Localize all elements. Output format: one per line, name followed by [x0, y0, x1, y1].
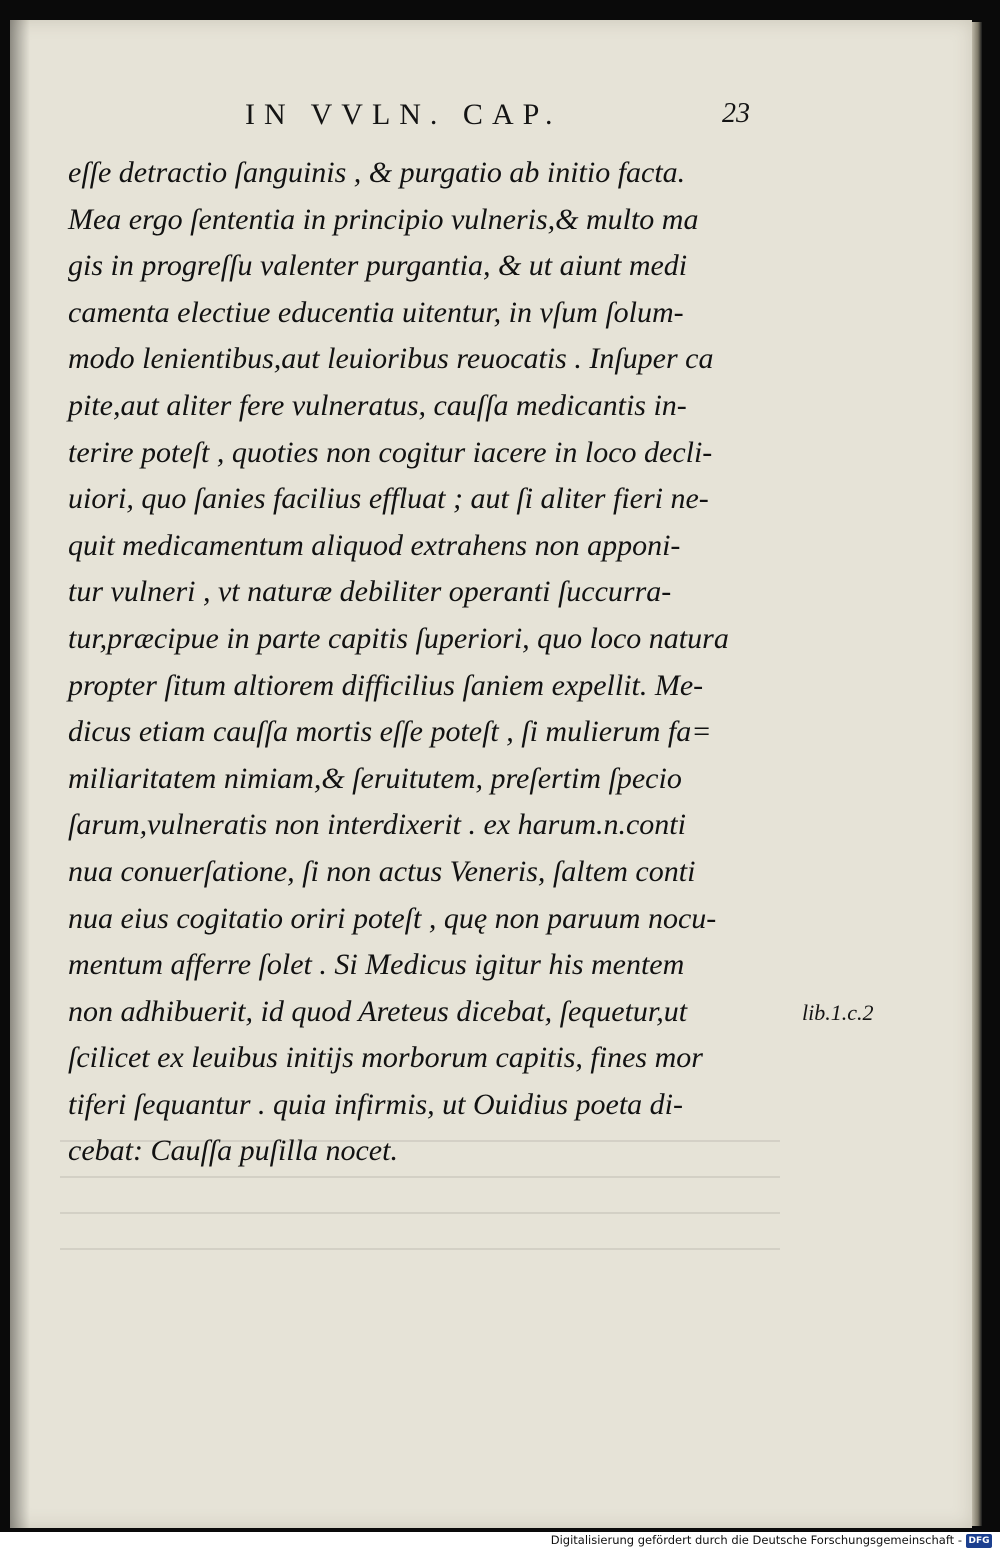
text-line: mentum afferre ſolet . Si Medicus igitur his mentem	[68, 948, 685, 982]
text-line: dicus etiam cauſſa mortis eſſe poteſt , ſi mulierum fa=	[68, 715, 712, 749]
show-through-text	[60, 1140, 780, 1290]
text-line: terire poteſt , quoties non cogitur iacere in loco decli-	[68, 435, 713, 469]
text-line: camenta electiue educentia uitentur, in vſum ſolum-	[68, 295, 684, 329]
text-line: tur vulneri , vt naturæ debiliter operanti ſuccurra-	[68, 575, 672, 609]
text-line: eſſe detractio ſanguinis , & purgatio ab initio facta.	[68, 156, 686, 189]
page-number: 23	[722, 98, 750, 129]
text-line: non adhibuerit, id quod Areteus dicebat, ſequetur,ut	[68, 994, 688, 1028]
text-line: modo lenientibus,aut leuioribus reuocatis . Inſuper ca	[68, 342, 714, 376]
text-line: quit medicamentum aliquod extrahens non apponi-	[68, 528, 681, 562]
text-line: nua conuerſatione, ſi non actus Veneris, ſaltem conti	[68, 854, 696, 888]
text-line: miliaritatem nimiam,& ſeruitutem, preſertim ſpecio	[68, 761, 682, 795]
text-line: tiferi ſequantur . quia infirmis, ut Ouidius poeta di-	[68, 1087, 683, 1121]
page-gutter-shadow	[10, 20, 30, 1528]
text-line: uiori, quo ſanies facilius effluat ; aut ſi aliter fieri ne-	[68, 482, 709, 516]
marginal-note: lib.1.c.2	[802, 1000, 874, 1025]
footer-credit: Digitalisierung gefördert durch die Deutsche Forschungsgemeinschaft -	[550, 1533, 962, 1547]
dfg-logo: DFG	[966, 1534, 992, 1548]
page-edge	[972, 22, 982, 1526]
text-line: Mea ergo ſententia in principio vulneris,& multo ma	[68, 202, 699, 236]
text-line: cebat: Cauſſa puſilla nocet.	[68, 1134, 398, 1168]
body-text	[68, 150, 808, 1175]
text-line: ſarum,vulneratis non interdixerit . ex harum.n.conti	[68, 808, 686, 842]
text-line: pite,aut aliter fere vulneratus, cauſſa medicantis in-	[68, 388, 687, 422]
footer-bar	[0, 1532, 1000, 1551]
text-line: propter ſitum altiorem difficilius ſaniem expellit. Me-	[68, 668, 704, 702]
text-line: gis in progreſſu valenter purgantia, & ut aiunt medi	[68, 249, 688, 283]
running-head: IN VVLN. CAP.	[245, 98, 562, 131]
text-line: tur,præcipue in parte capitis ſuperiori, quo loco natura	[68, 621, 729, 655]
text-line: ſcilicet ex leuibus initijs morborum capitis, fines mor	[68, 1041, 703, 1075]
text-line: nua eius cogitatio oriri poteſt , quę non paruum nocu-	[68, 901, 717, 935]
